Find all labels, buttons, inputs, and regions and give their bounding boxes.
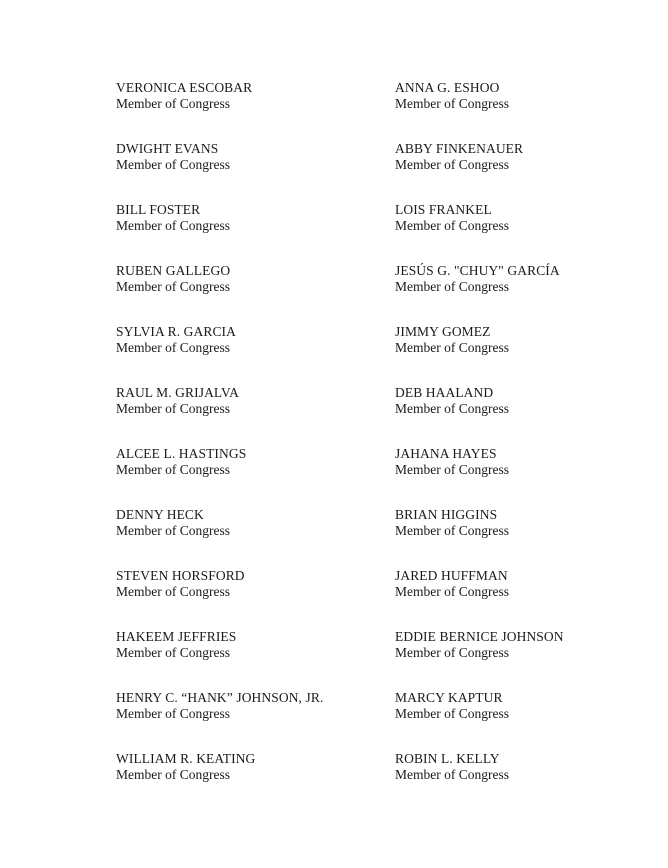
signatory-title: Member of Congress	[395, 706, 509, 721]
signatory-entry	[395, 629, 655, 690]
signatory-entry	[116, 568, 386, 629]
signatory-entry	[116, 324, 386, 385]
signatory-entry	[395, 263, 655, 324]
signatory-entry	[116, 446, 386, 507]
signatory-title: Member of Congress	[116, 157, 230, 172]
signatory-title: Member of Congress	[116, 96, 230, 111]
signatory-entry	[395, 385, 655, 446]
signatory-title: Member of Congress	[116, 279, 230, 294]
signatory-name: JARED HUFFMAN	[395, 568, 508, 583]
signatory-title: Member of Congress	[395, 584, 509, 599]
signatory-name: BRIAN HIGGINS	[395, 507, 498, 522]
signatory-entry	[116, 385, 386, 446]
signatory-title: Member of Congress	[116, 340, 230, 355]
signatory-title: Member of Congress	[395, 96, 509, 111]
signatory-name: BILL FOSTER	[116, 202, 201, 217]
signatory-entry	[395, 141, 655, 202]
signatory-name: JESÚS G. "CHUY" GARCÍA	[395, 263, 560, 278]
signatory-name: ROBIN L. KELLY	[395, 751, 500, 766]
signatory-name: DEB HAALAND	[395, 385, 494, 400]
signatory-name: JAHANA HAYES	[395, 446, 497, 461]
signatory-entry	[395, 202, 655, 263]
signatory-entry	[395, 80, 655, 141]
signatory-name: VERONICA ESCOBAR	[116, 80, 253, 95]
signatory-entry	[116, 751, 386, 812]
signatory-name: ANNA G. ESHOO	[395, 80, 500, 95]
signatory-name: EDDIE BERNICE JOHNSON	[395, 629, 564, 644]
signatory-entry	[116, 263, 386, 324]
signatory-title: Member of Congress	[116, 462, 230, 477]
signatory-name: MARCY KAPTUR	[395, 690, 503, 705]
signatory-name: DENNY HECK	[116, 507, 204, 522]
signatory-title: Member of Congress	[395, 645, 509, 660]
signature-column-right	[395, 80, 655, 812]
signatory-title: Member of Congress	[116, 767, 230, 782]
signatory-title: Member of Congress	[116, 218, 230, 233]
signatory-name: SYLVIA R. GARCIA	[116, 324, 236, 339]
signatory-entry	[395, 751, 655, 812]
signatory-title: Member of Congress	[395, 157, 509, 172]
signatory-entry	[116, 690, 386, 751]
signatory-entry	[395, 568, 655, 629]
signatory-title: Member of Congress	[116, 584, 230, 599]
signatory-name: DWIGHT EVANS	[116, 141, 219, 156]
signatory-entry	[116, 507, 386, 568]
signatory-name: RUBEN GALLEGO	[116, 263, 231, 278]
signatory-title: Member of Congress	[116, 401, 230, 416]
signatory-name: WILLIAM R. KEATING	[116, 751, 256, 766]
signature-column-left	[116, 80, 386, 812]
signatory-title: Member of Congress	[395, 218, 509, 233]
signatory-entry	[116, 629, 386, 690]
signatory-entry	[395, 324, 655, 385]
signatory-title: Member of Congress	[395, 523, 509, 538]
signatory-name: RAUL M. GRIJALVA	[116, 385, 239, 400]
signatory-title: Member of Congress	[395, 279, 509, 294]
signatory-name: STEVEN HORSFORD	[116, 568, 245, 583]
signatory-entry	[395, 690, 655, 751]
signatory-title: Member of Congress	[116, 706, 230, 721]
signatory-title: Member of Congress	[116, 523, 230, 538]
signatory-entry	[116, 80, 386, 141]
signatory-title: Member of Congress	[395, 462, 509, 477]
signatory-title: Member of Congress	[395, 767, 509, 782]
signatory-name: JIMMY GOMEZ	[395, 324, 491, 339]
signatory-entry	[116, 141, 386, 202]
signatory-name: ALCEE L. HASTINGS	[116, 446, 247, 461]
signatory-title: Member of Congress	[395, 401, 509, 416]
signatory-title: Member of Congress	[395, 340, 509, 355]
signatory-entry	[395, 446, 655, 507]
signatory-title: Member of Congress	[116, 645, 230, 660]
signatory-name: HENRY C. “HANK” JOHNSON, JR.	[116, 690, 324, 705]
signatory-name: LOIS FRANKEL	[395, 202, 492, 217]
signatory-name: HAKEEM JEFFRIES	[116, 629, 237, 644]
signatory-entry	[395, 507, 655, 568]
signatory-entry	[116, 202, 386, 263]
signatory-name: ABBY FINKENAUER	[395, 141, 524, 156]
